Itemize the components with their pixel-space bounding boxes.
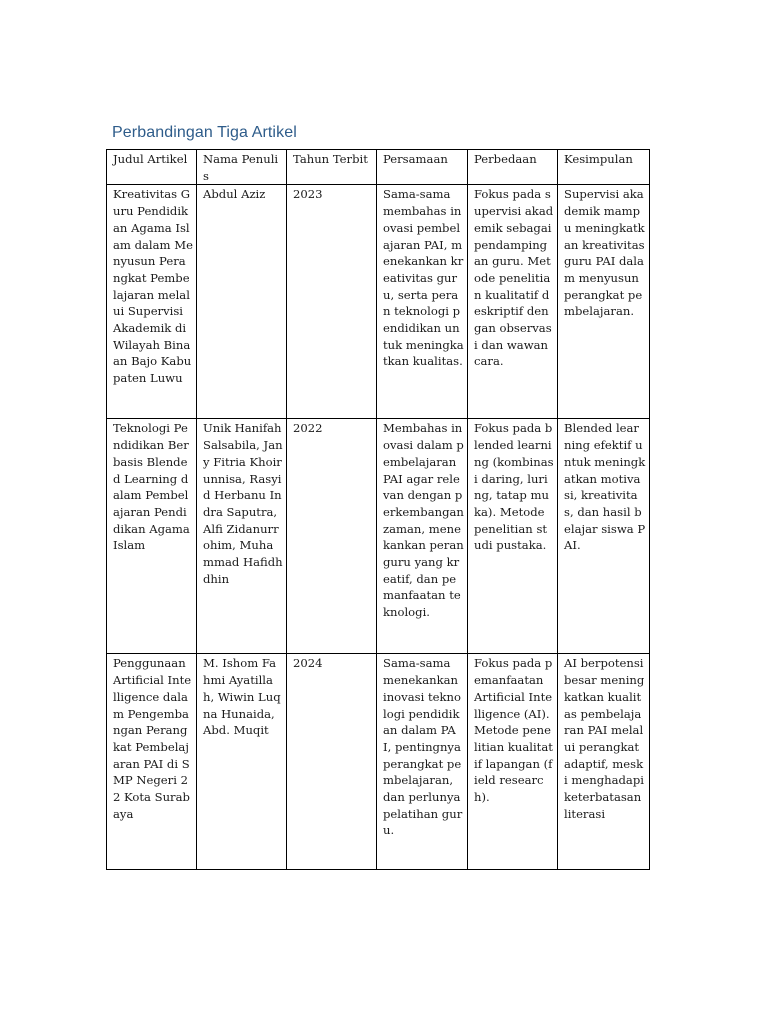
cell-kesimpulan: Supervisi akademik mampu meningkatkan kreativitas guru PAI dalam menyusun perangkat pembelajaran. xyxy=(558,185,650,419)
cell-persamaan: Sama-sama membahas inovasi pembelajaran PAI, menekankan kreativitas guru, serta peran teknologi pendidikan untuk meningkatkan kualitas. xyxy=(377,185,468,419)
header-tahun-terbit: Tahun Terbit xyxy=(287,150,377,185)
cell-perbedaan: Fokus pada blended learning (kombinasi daring, luring, tatap muka). Metode penelitian studi pustaka. xyxy=(468,419,558,654)
header-nama-penulis: Nama Penulis xyxy=(197,150,287,185)
page-title: Perbandingan Tiga Artikel xyxy=(112,124,297,141)
comparison-table xyxy=(106,149,650,870)
cell-perbedaan: Fokus pada pemanfaatan Artificial Intelligence (AI). Metode penelitian kualitatif lapangan (field research). xyxy=(468,654,558,870)
cell-tahun-terbit: 2023 xyxy=(287,185,377,419)
cell-judul-artikel: Teknologi Pendidikan Berbasis Blended Learning dalam Pembelajaran Pendidikan Agama Islam xyxy=(107,419,197,654)
table-header-row xyxy=(107,150,650,185)
cell-tahun-terbit: 2024 xyxy=(287,654,377,870)
cell-kesimpulan: AI berpotensi besar meningkatkan kualitas pembelajaran PAI melalui perangkat adaptif, meski menghadapi keterbatasan literasi xyxy=(558,654,650,870)
table-row xyxy=(107,185,650,419)
cell-judul-artikel: Penggunaan Artificial Intelligence dalam Pengembangan Perangkat Pembelajaran PAI di SMP Negeri 22 Kota Surabaya xyxy=(107,654,197,870)
table-row xyxy=(107,419,650,654)
cell-nama-penulis: M. Ishom Fahmi Ayatillah, Wiwin Luqna Hunaida, Abd. Muqit xyxy=(197,654,287,870)
cell-nama-penulis: Abdul Aziz xyxy=(197,185,287,419)
header-judul-artikel: Judul Artikel xyxy=(107,150,197,185)
cell-perbedaan: Fokus pada supervisi akademik sebagai pendamping an guru. Metode penelitian kualitatif deskriptif dengan observasi dan wawancara. xyxy=(468,185,558,419)
cell-tahun-terbit: 2022 xyxy=(287,419,377,654)
header-perbedaan: Perbedaan xyxy=(468,150,558,185)
header-persamaan: Persamaan xyxy=(377,150,468,185)
header-kesimpulan: Kesimpulan xyxy=(558,150,650,185)
cell-judul-artikel: Kreativitas Guru Pendidikan Agama Islam dalam Menyusun Perangkat Pembelajaran melalui Supervisi Akademik di Wilayah Binaan Bajo Kabupaten Luwu xyxy=(107,185,197,419)
cell-persamaan: Membahas inovasi dalam pembelajaran PAI agar relevan dengan perkembangan zaman, menekankan peran guru yang kreatif, dan pemanfaatan teknologi. xyxy=(377,419,468,654)
cell-nama-penulis: Unik Hanifah Salsabila, Jany Fitria Khoirunnisa, Rasyid Herbanu Indra Saputra, Alfi Zidanurrohim, Muhammad Hafidhdhin xyxy=(197,419,287,654)
table-row xyxy=(107,654,650,870)
cell-persamaan: Sama-sama menekankan inovasi teknologi pendidikan dalam PAI, pentingnya perangkat pembelajaran, dan perlunya pelatihan guru. xyxy=(377,654,468,870)
cell-kesimpulan: Blended learning efektif untuk meningkatkan motivasi, kreativitas, dan hasil belajar siswa PAI. xyxy=(558,419,650,654)
